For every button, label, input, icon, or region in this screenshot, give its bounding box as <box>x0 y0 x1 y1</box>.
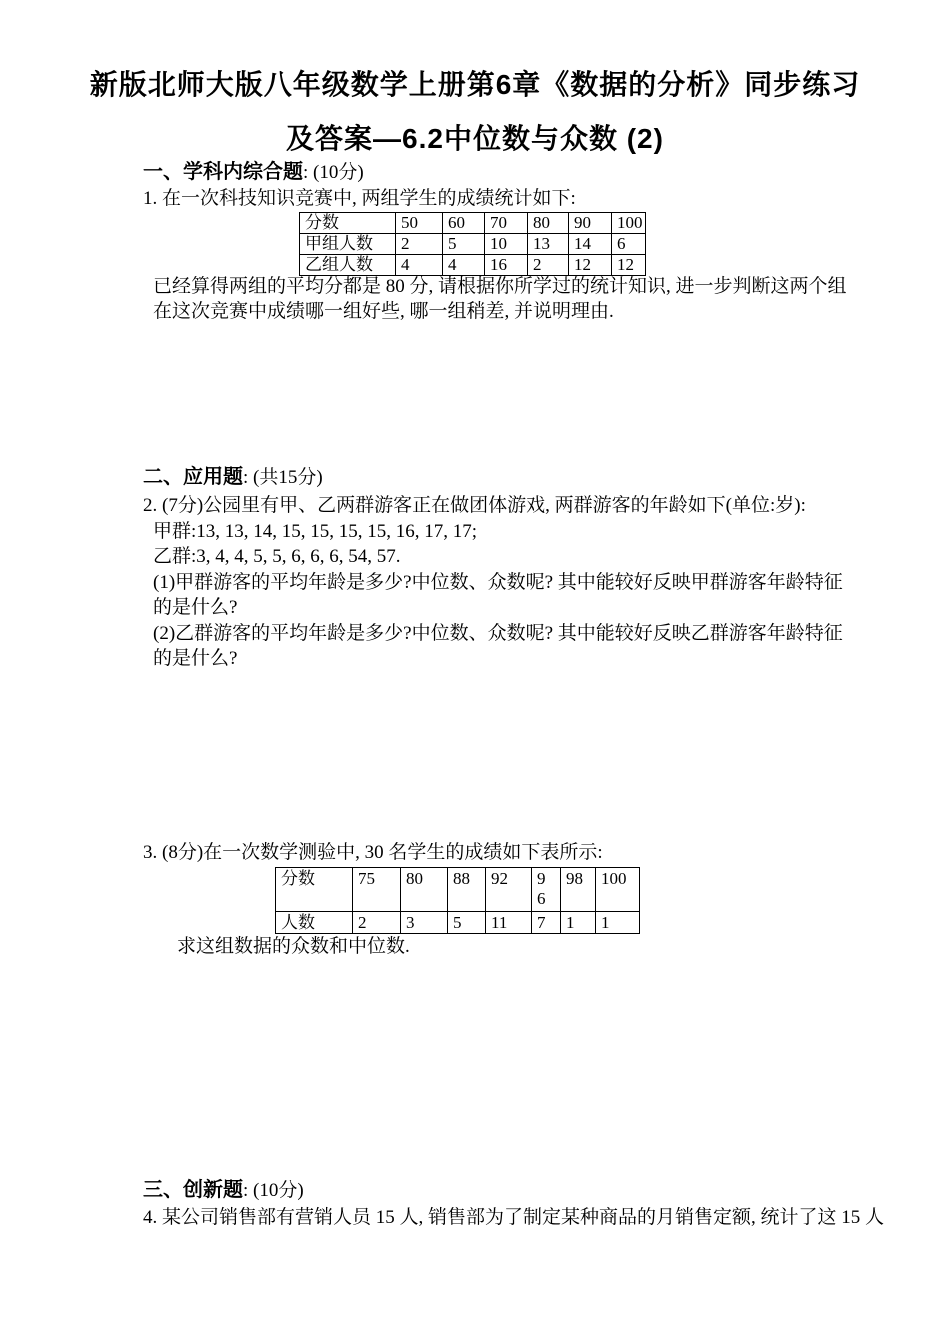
table-cell: 75 <box>353 868 401 912</box>
section-1-points: : (10分) <box>303 162 364 183</box>
table-cell: 5 <box>448 912 486 934</box>
document-title-line1: 新版北师大版八年级数学上册第6章《数据的分析》同步练习 <box>89 69 861 100</box>
table-cell: 1 <box>561 912 596 934</box>
table-row <box>276 868 640 912</box>
question-2-sub1: (1)甲群游客的平均年龄是多少?中位数、众数呢? 其中能较好反映甲群游客年龄特征的是什么? <box>153 572 843 618</box>
question-3-intro: 3. (8分)在一次数学测验中, 30 名学生的成绩如下表所示: <box>143 842 603 863</box>
question-2-group-b-data: 乙群:3, 4, 4, 5, 5, 6, 6, 6, 54, 57. <box>153 546 401 567</box>
table-cell: 分数 <box>300 213 396 234</box>
table-row <box>300 255 646 276</box>
section-3-points: : (10分) <box>243 1180 304 1201</box>
table-cell: 12 <box>612 255 646 276</box>
table-cell: 12 <box>569 255 612 276</box>
table-cell: 80 <box>401 868 448 912</box>
table-row <box>300 234 646 255</box>
section-2-points: : (共15分) <box>243 467 323 488</box>
table-cell: 98 <box>561 868 596 912</box>
section-1-heading-label: 一、学科内综合题 <box>143 161 303 183</box>
table-cell: 70 <box>485 213 528 234</box>
document-title <box>0 58 950 166</box>
document-title-line2: 及答案—6.2中位数与众数 (2) <box>286 123 664 154</box>
q3-score-table <box>275 867 640 934</box>
table-cell: 100 <box>612 213 646 234</box>
table-row <box>276 912 640 934</box>
table-cell: 88 <box>448 868 486 912</box>
table-cell: 5 <box>443 234 485 255</box>
table-cell: 60 <box>443 213 485 234</box>
table-cell: 16 <box>485 255 528 276</box>
table-cell: 6 <box>612 234 646 255</box>
table-row <box>300 213 646 234</box>
table-cell: 4 <box>396 255 443 276</box>
question-1-intro: 1. 在一次科技知识竞赛中, 两组学生的成绩统计如下: <box>143 188 576 209</box>
table-cell: 90 <box>569 213 612 234</box>
table-cell: 甲组人数 <box>300 234 396 255</box>
table-cell: 7 <box>532 912 561 934</box>
q1-score-table <box>299 212 646 276</box>
question-3-followup: 求这组数据的众数和中位数. <box>177 936 410 957</box>
table-cell: 3 <box>401 912 448 934</box>
wrapped-score-value: 96 <box>537 869 546 908</box>
section-2-heading-label: 二、应用题 <box>143 466 243 488</box>
section-3-heading-label: 三、创新题 <box>143 1179 243 1201</box>
table-cell: 10 <box>485 234 528 255</box>
table-cell: 乙组人数 <box>300 255 396 276</box>
question-2-intro: 2. (7分)公园里有甲、乙两群游客正在做团体游戏, 两群游客的年龄如下(单位:岁): <box>143 495 806 516</box>
table-cell: 人数 <box>276 912 353 934</box>
question-2-sub2: (2)乙群游客的平均年龄是多少?中位数、众数呢? 其中能较好反映乙群游客年龄特征的是什么? <box>153 623 843 669</box>
table-cell <box>532 868 561 912</box>
table-cell: 100 <box>596 868 640 912</box>
section-3-heading <box>143 1178 304 1203</box>
table-cell: 分数 <box>276 868 353 912</box>
table-cell: 13 <box>528 234 569 255</box>
question-2-group-a-data: 甲群:13, 13, 14, 15, 15, 15, 15, 16, 17, 17; <box>153 521 478 542</box>
section-2-heading <box>143 465 323 490</box>
table-cell: 50 <box>396 213 443 234</box>
table-cell: 2 <box>528 255 569 276</box>
table-cell: 2 <box>396 234 443 255</box>
table-cell: 4 <box>443 255 485 276</box>
table-cell: 11 <box>486 912 532 934</box>
table-cell: 92 <box>486 868 532 912</box>
table-cell: 80 <box>528 213 569 234</box>
question-1-followup: 已经算得两组的平均分都是 80 分, 请根据你所学过的统计知识, 进一步判断这两个组在这次竞赛中成绩哪一组好些, 哪一组稍差, 并说明理由. <box>153 276 847 322</box>
section-1-heading <box>143 160 364 185</box>
table-cell: 14 <box>569 234 612 255</box>
table-cell: 1 <box>596 912 640 934</box>
table-cell: 2 <box>353 912 401 934</box>
question-4-intro: 4. 某公司销售部有营销人员 15 人, 销售部为了制定某种商品的月销售定额, 统计了这 15 人 <box>143 1207 885 1228</box>
